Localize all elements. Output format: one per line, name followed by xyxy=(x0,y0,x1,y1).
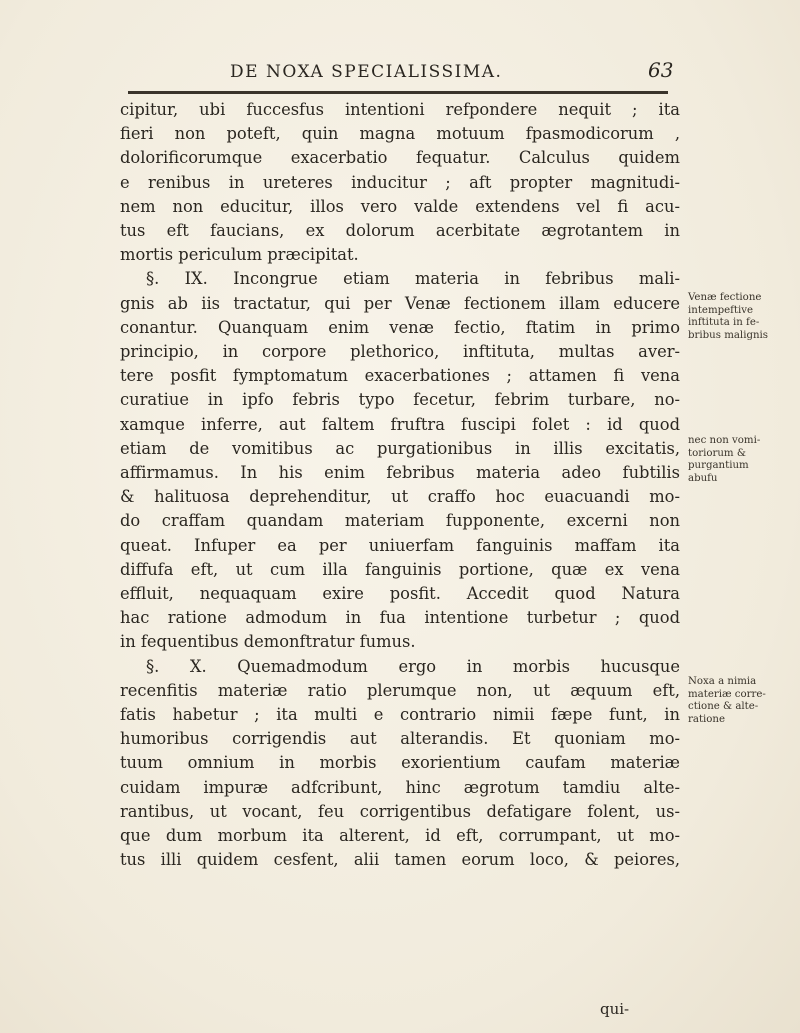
text-line: hac ratione admodum in fua intentione turbetur ; quod xyxy=(120,608,680,628)
margin-note xyxy=(688,676,800,726)
header-rule xyxy=(128,91,668,94)
margin-note-line: purgantium xyxy=(688,460,749,471)
text-line: etiam de vomitibus ac purgationibus in illis excitatis, xyxy=(120,438,680,458)
text-line: conantur. Quanquam enim venæ fectio, ftatim in primo xyxy=(120,317,680,337)
margin-note-line: toriorum & xyxy=(688,447,746,459)
text-line: do craffam quandam materiam fupponente, excerni non xyxy=(120,511,680,531)
text-line: in fequentibus demonftratur fumus. xyxy=(120,632,416,652)
catchword: qui- xyxy=(600,1000,630,1018)
margin-note-line: inftituta in fe- xyxy=(688,317,760,328)
body-text xyxy=(120,98,680,873)
page-number: 63 xyxy=(648,58,674,82)
section-heading-line: §. IX. Incongrue etiam materia in febribus mali- xyxy=(146,269,680,289)
text-line: fieri non poteft, quin magna motuum fpasmodicorum , xyxy=(120,124,680,144)
text-line: effluit, nequaquam exire posfit. Accedit quod Natura xyxy=(120,584,680,604)
text-line: cipitur, ubi fuccesfus intentioni refpondere nequit ; ita xyxy=(120,100,680,119)
text-line: cuidam impuræ adfcribunt, hinc ægrotum tamdiu alte- xyxy=(120,777,680,797)
text-line: humoribus corrigendis aut alterandis. Et quoniam mo- xyxy=(120,729,680,749)
margin-note-line: Venæ fectione xyxy=(688,292,762,303)
margin-note-line: Noxa a nimia xyxy=(688,676,757,687)
text-line: gnis ab iis tractatur, qui per Venæ fectionem illam educere xyxy=(120,293,680,313)
text-line: dolorificorumque exacerbatio fequatur. Calculus quidem xyxy=(120,148,680,168)
text-line: e renibus in ureteres inducitur ; aft propter magnitudi- xyxy=(120,172,680,192)
section-heading-line: §. X. Quemadmodum ergo in morbis hucusque xyxy=(146,656,680,676)
text-line: mortis periculum præcipitat. xyxy=(120,245,359,265)
text-line: tus eft faucians, ex dolorum acerbitate ægrotantem in xyxy=(120,221,680,241)
margin-note-line: abufu xyxy=(688,472,718,484)
margin-note xyxy=(688,292,800,342)
text-line: nem non educitur, illos vero valde extendens vel fi acu- xyxy=(120,196,680,216)
text-line: diffufa eft, ut cum illa fanguinis portione, quæ ex vena xyxy=(120,559,680,579)
text-line: rantibus, ut vocant, feu corrigentibus defatigare folent, us- xyxy=(120,801,680,821)
text-line: & halituosa deprehenditur, ut craffo hoc euacuandi mo- xyxy=(120,487,680,507)
text-line: queat. Infuper ea per uniuerfam fanguinis maffam ita xyxy=(120,535,680,555)
margin-note-line: nec non vomi- xyxy=(688,435,761,446)
text-line: que dum morbum ita alterent, id eft, corrumpant, ut mo- xyxy=(120,826,680,846)
margin-note-line: ctione & alte- xyxy=(688,701,759,712)
text-line: principio, in corpore plethorico, inftituta, multas aver- xyxy=(120,342,680,362)
page-header xyxy=(160,58,674,88)
text-line: xamque inferre, aut faltem fruftra fuscipi folet : id quod xyxy=(120,414,680,434)
margin-note-line: bribus malignis xyxy=(688,329,769,341)
text-line: recenfitis materiæ ratio plerumque non, ut æquum eft, xyxy=(120,680,680,700)
margin-note-line: intempeftive xyxy=(688,304,754,316)
margin-note-line: materiæ corre- xyxy=(688,688,766,700)
running-title: DE NOXA SPECIALISSIMA. xyxy=(230,62,503,82)
text-line: curatiue in ipfo febris typo fecetur, febrim turbare, no- xyxy=(120,390,680,410)
text-line: tus illi quidem cesfent, alii tamen eorum loco, & peiores, xyxy=(120,850,680,870)
text-line: tuum omnium in morbis exorientium caufam materiæ xyxy=(120,753,680,773)
text-line: fatis habetur ; ita multi e contrario nimii fæpe funt, in xyxy=(120,705,680,725)
text-line: tere posfit fymptomatum exacerbationes ; attamen fi vena xyxy=(120,366,680,386)
text-line: affirmamus. In his enim febribus materia adeo fubtilis xyxy=(120,463,680,483)
margin-note xyxy=(688,435,800,485)
margin-note-line: ratione xyxy=(688,713,726,725)
